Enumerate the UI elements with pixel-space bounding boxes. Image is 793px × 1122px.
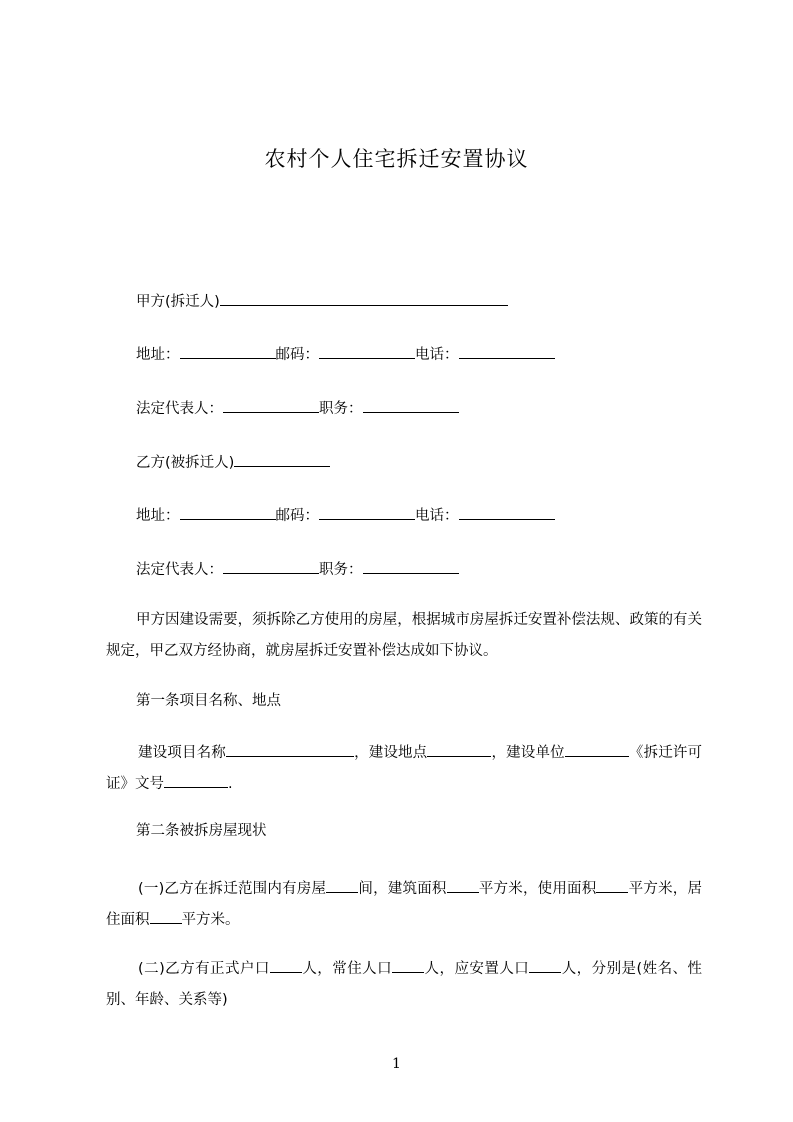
registered-count-blank[interactable]: [270, 958, 302, 973]
party-b-postcode-label: 邮码：: [275, 508, 319, 524]
party-b-rep-label: 法定代表人：: [136, 562, 223, 578]
party-a-rep-line: [136, 398, 459, 419]
article2-item2: [106, 954, 702, 1016]
project-location-blank[interactable]: [427, 742, 491, 757]
article1-permit-label: 《拆迁许可证》文号: [106, 745, 703, 792]
party-a-phone-label: 电话：: [415, 347, 459, 363]
resident-count-blank[interactable]: [392, 958, 424, 973]
item1-rooms-label: (一)乙方在拆迁范围内有房屋: [138, 881, 327, 897]
party-b-phone-label: 电话：: [415, 508, 459, 524]
item2-resettle-label: 人，应安置人口: [424, 961, 530, 977]
party-b-phone-blank[interactable]: [459, 505, 555, 520]
resettle-count-blank[interactable]: [529, 958, 561, 973]
party-b-position-blank[interactable]: [363, 559, 459, 574]
article1-builder-label: ，建设单位: [491, 745, 565, 761]
article2-item1: [106, 874, 702, 936]
item1-usable-area-label: 平方米，使用面积: [478, 881, 597, 897]
item2-details-label: 人，分别是(姓名、性别、年龄、关系等): [106, 961, 702, 1008]
party-a-position-blank[interactable]: [363, 398, 459, 413]
party-b-postcode-blank[interactable]: [319, 505, 415, 520]
party-b-line: [136, 452, 330, 473]
party-a-line: [136, 291, 508, 312]
party-a-phone-blank[interactable]: [459, 344, 555, 359]
usable-area-blank[interactable]: [596, 878, 628, 893]
article1-paragraph: [106, 738, 702, 800]
rooms-blank[interactable]: [326, 878, 358, 893]
item2-registered-label: (二)乙方有正式户口: [138, 961, 270, 977]
party-a-address-label: 地址：: [136, 347, 180, 363]
party-b-rep-line: [136, 559, 459, 580]
party-a-address-blank[interactable]: [180, 344, 276, 359]
party-a-label: 甲方(拆迁人): [136, 294, 220, 310]
page-number: 1: [392, 1056, 401, 1072]
party-a-blank[interactable]: [220, 291, 508, 306]
intro-paragraph: 甲方因建设需要，须拆除乙方使用的房屋，根据城市房屋拆迁安置补偿法规、政策的有关规定，甲乙双方经协商，就房屋拆迁安置补偿达成如下协议。: [106, 612, 702, 659]
party-a-contact-line: [136, 344, 555, 365]
item2-resident-label: 人，常住人口: [301, 961, 393, 977]
party-b-address-label: 地址：: [136, 508, 180, 524]
item1-building-area-label: 间，建筑面积: [358, 881, 447, 897]
party-a-postcode-blank[interactable]: [319, 344, 415, 359]
article1-heading: 第一条项目名称、地点: [136, 693, 281, 709]
builder-blank[interactable]: [565, 742, 629, 757]
article2-heading: 第二条被拆房屋现状: [136, 823, 267, 839]
item1-living-area-label: 平方米，居住面积: [106, 881, 702, 928]
party-a-postcode-label: 邮码：: [275, 347, 319, 363]
party-a-rep-label: 法定代表人：: [136, 401, 223, 417]
permit-number-blank[interactable]: [164, 773, 228, 788]
party-b-address-blank[interactable]: [180, 505, 276, 520]
document-title: 农村个人住宅拆迁安置协议: [264, 147, 529, 171]
party-b-blank[interactable]: [234, 452, 330, 467]
article1-project-name-label: 建设项目名称: [138, 745, 226, 761]
living-area-blank[interactable]: [150, 909, 182, 924]
item1-end: 平方米。: [181, 912, 240, 928]
article1-end: .: [228, 776, 233, 792]
project-name-blank[interactable]: [226, 742, 354, 757]
party-a-position-label: 职务：: [319, 401, 363, 417]
party-b-contact-line: [136, 505, 555, 526]
party-b-position-label: 职务：: [319, 562, 363, 578]
article1-location-label: ，建设地点: [353, 745, 428, 761]
building-area-blank[interactable]: [447, 878, 479, 893]
party-b-label: 乙方(被拆迁人): [136, 455, 235, 471]
party-a-rep-blank[interactable]: [223, 398, 319, 413]
party-b-rep-blank[interactable]: [223, 559, 319, 574]
